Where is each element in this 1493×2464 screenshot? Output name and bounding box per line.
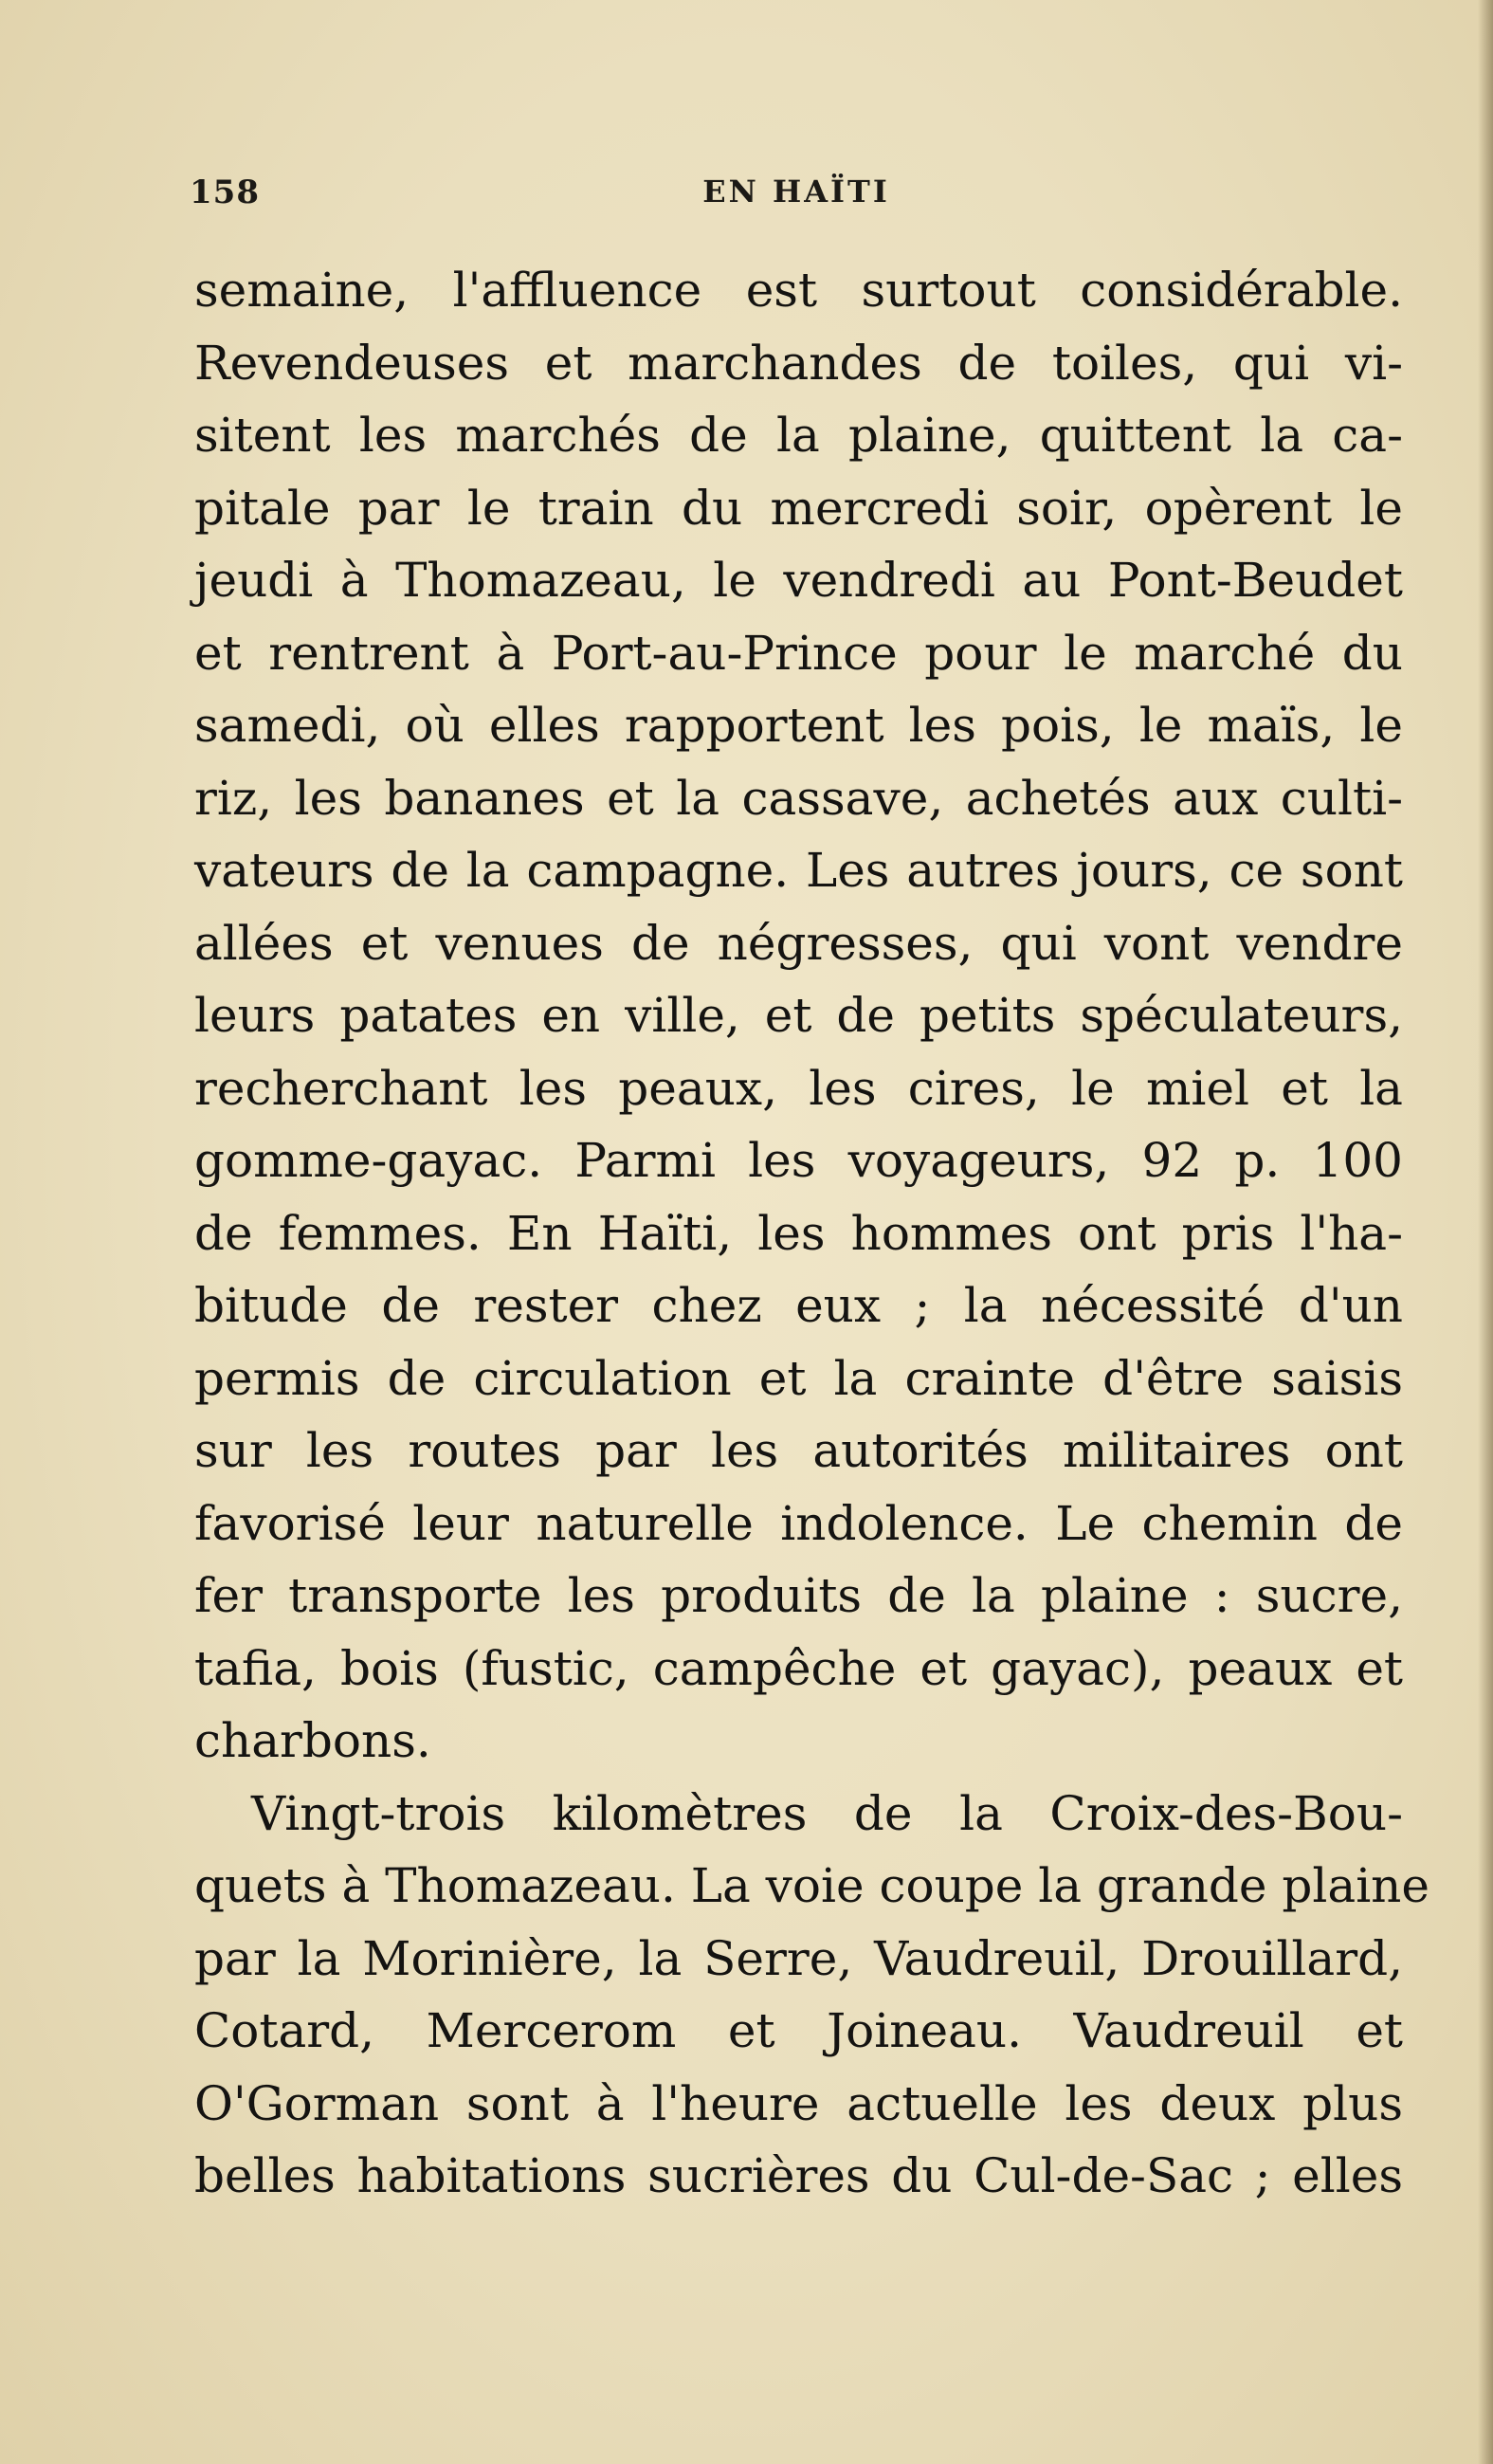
text-line-paragraph-end: charbons.	[194, 1713, 431, 1768]
text-line: vateurs de la campagne. Les autres jours, ce sont	[194, 843, 1403, 898]
text-line: et rentrent à Port-au-Prince pour le marché du	[194, 625, 1403, 681]
running-title: EN HAÏTI	[702, 173, 890, 210]
text-line: pitale par le train du mercredi soir, opèrent le	[194, 480, 1403, 536]
text-line: fer transporte les produits de la plaine : sucre,	[194, 1568, 1403, 1623]
text-line: allées et venues de négresses, qui vont vendre	[194, 915, 1403, 971]
body-text	[194, 254, 1429, 2213]
text-line: riz, les bananes et la cassave, achetés aux culti-	[194, 770, 1403, 826]
text-line: Cotard, Mercerom et Joineau. Vaudreuil et	[194, 2003, 1403, 2058]
text-line: leurs patates en ville, et de petits spéculateurs,	[194, 988, 1403, 1043]
text-line: sur les routes par les autorités militaires ont	[194, 1423, 1403, 1478]
text-line: permis de circulation et la crainte d'être saisis	[194, 1350, 1403, 1406]
text-line: samedi, où elles rapportent les pois, le maïs, le	[194, 698, 1403, 753]
running-head	[190, 173, 1403, 230]
text-line: bitude de rester chez eux ; la nécessité d'un	[194, 1278, 1403, 1333]
text-line: tafia, bois (fustic, campêche et gayac), peaux et	[194, 1640, 1403, 1696]
page-number: 158	[190, 173, 260, 211]
text-line: par la Morinière, la Serre, Vaudreuil, Drouillard,	[194, 1930, 1403, 1986]
text-line: favorisé leur naturelle indolence. Le chemin de	[194, 1495, 1403, 1551]
text-line: de femmes. En Haïti, les hommes ont pris l'ha-	[194, 1205, 1403, 1261]
text-line: recherchant les peaux, les cires, le miel et la	[194, 1060, 1403, 1116]
text-line: belles habitations sucrières du Cul-de-Sac ; elles	[194, 2148, 1403, 2203]
text-line: jeudi à Thomazeau, le vendredi au Pont-Beudet	[194, 553, 1403, 608]
text-line: quets à Thomazeau. La voie coupe la grande plaine	[194, 1858, 1429, 1913]
text-line: O'Gorman sont à l'heure actuelle les deux plus	[194, 2075, 1403, 2131]
text-line: Revendeuses et marchandes de toiles, qui vi-	[194, 335, 1403, 391]
text-line: semaine, l'affluence est surtout considérable.	[194, 263, 1403, 318]
text-line-paragraph-start: Vingt-trois kilomètres de la Croix-des-Bou-	[251, 1785, 1403, 1841]
page-edge-shadow	[1478, 0, 1493, 2464]
text-line: gomme-gayac. Parmi les voyageurs, 92 p. 100	[194, 1133, 1403, 1188]
text-line: sitent les marchés de la plaine, quittent la ca-	[194, 408, 1403, 463]
